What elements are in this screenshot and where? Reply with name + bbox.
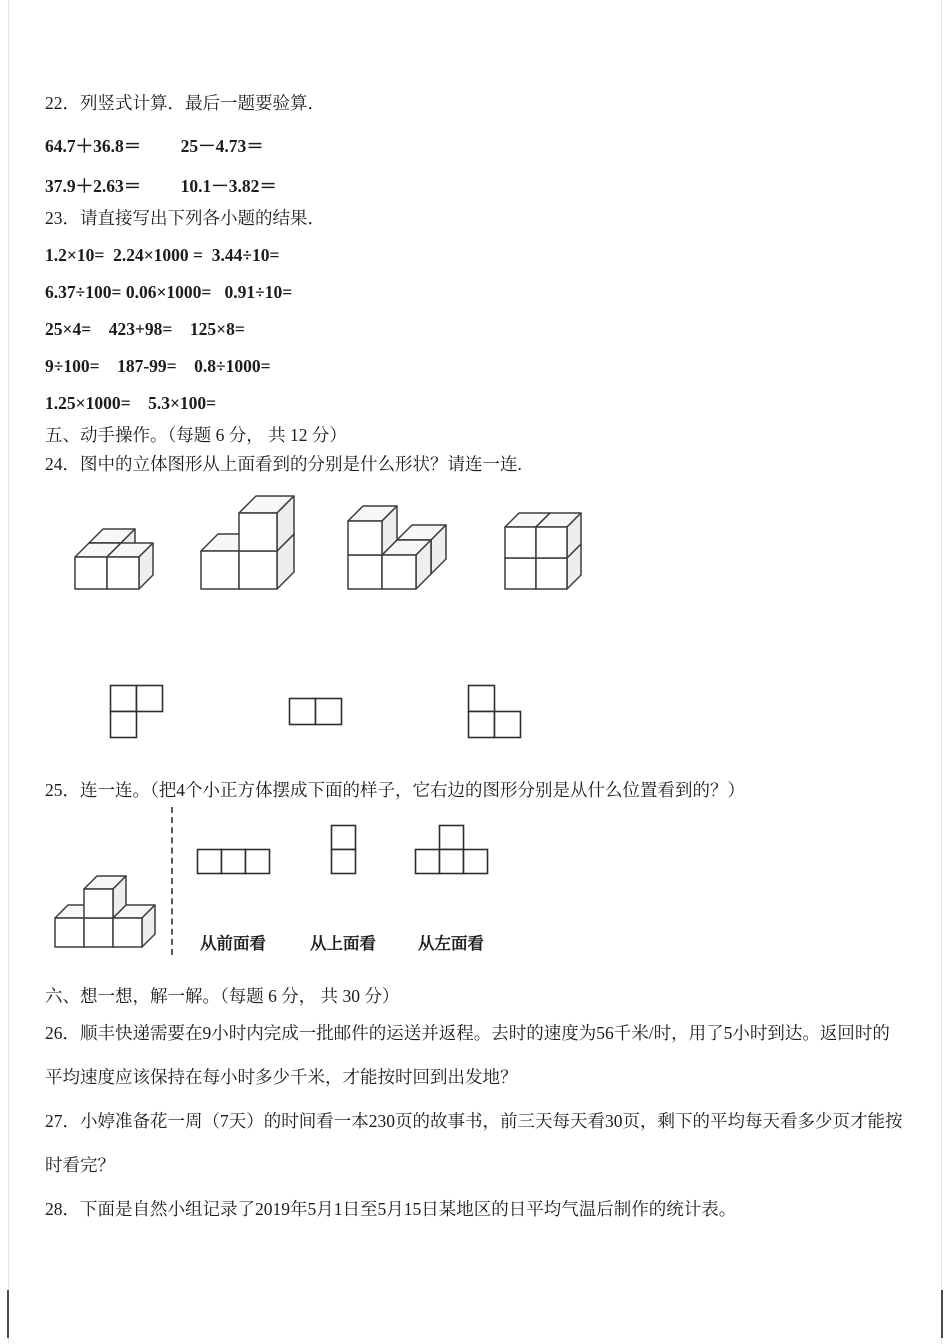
q24-cube-figure-1	[73, 527, 169, 591]
q25-view-top-label: 从上面看	[310, 934, 376, 953]
page-edge-line-right	[941, 0, 942, 1344]
q23-expressions-line-4: 9÷100= 187-99= 0.8÷1000=	[45, 356, 271, 376]
q22-expressions-line-2: 37.9＋2.63＝ 10.1－3.82＝	[45, 176, 277, 196]
q28-text: 28．下面是自然小组记录了2019年5月1日至5月15日某地区的日平均气温后制作的统计表。	[45, 1199, 737, 1219]
q22-label: 22．列竖式计算．最后一题要验算．	[45, 93, 325, 113]
q25-cube-figure	[53, 874, 157, 949]
q24-plan-shape-3	[467, 684, 522, 739]
q26-text: 26．顺丰快递需要在9小时内完成一批邮件的运送并返程。去时的速度为56千米/时，用了5小时到达。返回时的平均速度应该保持在每小时多少千米，才能按时回到出发地？	[45, 1023, 890, 1087]
q27-text: 27．小婷准备花一周（7天）的时间看一本230页的故事书，前三天每天看30页，剩下的平均每天看多少页才能按时看完？	[45, 1111, 903, 1175]
page-edge-line-left	[8, 0, 9, 1344]
section-6-title: 六、想一想，解一解。（每题 6 分， 共 30 分）	[45, 986, 400, 1006]
q25-view-front-label: 从前面看	[200, 934, 266, 953]
q25-view-front	[193, 848, 273, 955]
q23-expressions-line-3: 25×4= 423+98= 125×8=	[45, 319, 245, 339]
q23-expressions-line-1: 1.2×10= 2.24×1000 = 3.44÷10=	[45, 245, 280, 265]
q24-plan-shape-1	[109, 684, 164, 739]
q24-cube-figure-4	[503, 511, 583, 591]
scan-corner-mark-right	[941, 1290, 943, 1338]
q25-view-left	[411, 824, 491, 955]
section-5-title: 五、动手操作。（每题 6 分， 共 12 分）	[45, 425, 347, 445]
q24-plan-shapes-row	[45, 683, 905, 739]
q23-expressions-line-5: 1.25×1000= 5.3×100=	[45, 393, 217, 413]
q25-figure-row	[45, 805, 905, 955]
q24-label: 24．图中的立体图形从上面看到的分别是什么形状？请连一连.	[45, 454, 522, 474]
q24-plan-shape-2	[288, 697, 343, 726]
dashed-divider-line	[171, 807, 173, 955]
q25-view-top	[303, 824, 383, 955]
q25-label: 25．连一连。（把4个小正方体摆成下面的样子，它右边的图形分别是从什么位置看到的？）	[45, 780, 745, 800]
q25-view-front-shape	[196, 848, 271, 875]
q22-expressions-line-1: 64.7＋36.8＝ 25－4.73＝	[45, 136, 264, 156]
q23-expressions-line-2: 6.37÷100= 0.06×1000= 0.91÷10=	[45, 282, 293, 302]
q23-label: 23．请直接写出下列各小题的结果．	[45, 208, 325, 228]
q24-cube-figure-2	[199, 494, 296, 591]
q24-cube-figures-row	[45, 489, 905, 591]
q25-view-left-label: 从左面看	[418, 934, 484, 953]
q25-view-top-shape	[330, 824, 357, 875]
scan-corner-mark-left	[7, 1290, 9, 1338]
q24-cube-figure-3	[346, 489, 448, 591]
q25-view-left-shape	[414, 824, 489, 875]
